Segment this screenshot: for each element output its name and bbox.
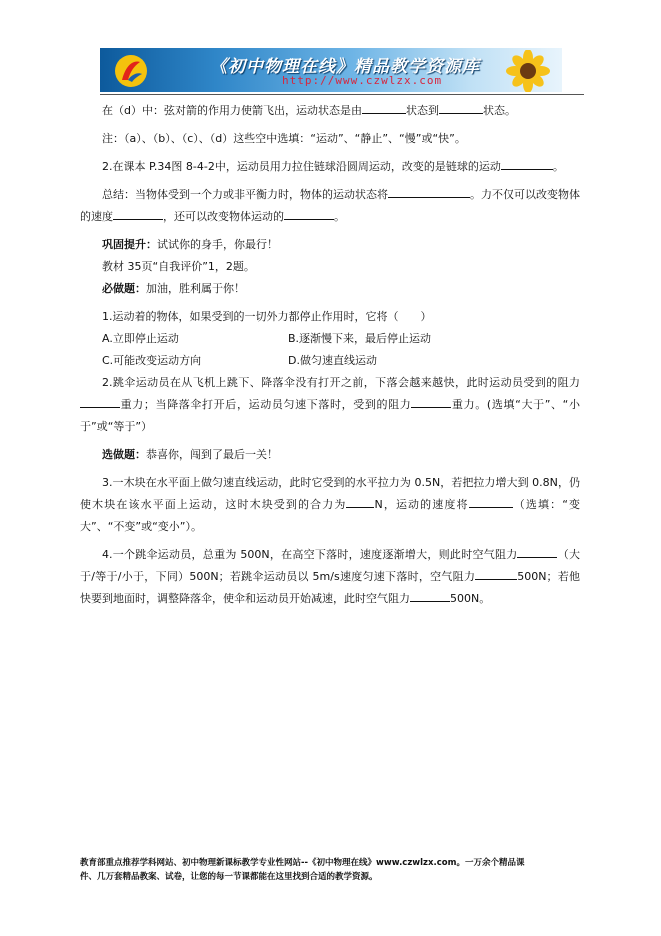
footer-line-2: 件、几万套精品教案、试卷，让您的每一节课都能在这里找到合适的教学资源。 [80,872,378,882]
text: 500N。 [450,592,491,605]
text: 。力不仅可以改变物体的速度 [80,188,580,223]
text: 500N；若他快要到地面时，调整降落伞，使伞和运动员开始减速，此时空气阻力 [80,570,580,605]
text: （大于/等于/小于，下同）500N；若跳伞运动员以 5m/s速度匀速下落时，空气阻力 [80,548,580,583]
section-label: 巩固提升： [102,238,157,251]
blank [388,185,470,198]
question-1-options-row-2 [80,350,580,372]
question-1: 1.运动着的物体，如果受到的一切外力都停止作用时，它将（ ） [102,310,432,323]
text: N，运动的速度将 [374,498,469,511]
footer-line-1: 教育部重点推荐学科网站、初中物理新课标教学专业性网站--《初中物理在线》www.czwlzx.com。一万余个精品课 [80,858,525,868]
text: 。 [334,210,345,223]
optional-heading [80,444,580,466]
header-banner [100,48,562,92]
blank [362,101,406,114]
text: 3.一木块在水平面上做匀速直线运动，此时它受到的水平拉力为 0.5N，若把拉力增大到 0.8N，仍使木块在该水平面上运动，这时木块受到的合力为 [80,476,580,511]
text: 。 [552,160,564,173]
page-footer [80,856,585,884]
textbook-reference: 教材 35页“自我评价”1，2题。 [102,260,255,273]
text: 总结：当物体受到一个力或非平衡力时，物体的运动状态将 [102,188,388,201]
text: ，还可以改变物体运动的 [163,210,284,223]
text: 重力。(选填“大于”、“小于”或“等于”） [80,398,580,433]
question-1-options-row-1 [80,328,580,350]
option-a: A.立即停止运动 [102,332,179,345]
blank [469,495,513,508]
option-b: B.逐渐慢下来，最后停止运动 [288,332,432,345]
paragraph-2 [80,156,580,178]
document-body [80,100,580,610]
option-c: C.可能改变运动方向 [102,354,202,367]
summary-paragraph [80,184,580,228]
text: 加油，胜利属于你！ [146,282,245,295]
blank [346,495,374,508]
blank [475,567,517,580]
text: 试试你的身手，你最行！ [157,238,278,251]
section-label: 必做题： [102,282,146,295]
text: 2.跳伞运动员在从飞机上跳下、降落伞没有打开之前，下落会越来越快，此时运动员受到的阻力 [102,376,580,389]
question-3 [80,472,580,538]
blank [410,589,450,602]
required-heading [80,278,580,300]
text: 在（d）中：弦对箭的作用力使箭飞出，运动状态是由 [102,104,362,117]
site-url[interactable]: http://www.czwlzx.com [282,74,443,87]
text: 状态。 [482,104,516,117]
option-d: D.做匀速直线运动 [288,354,377,367]
blank [80,395,120,408]
text: 状态到 [405,104,439,117]
section-label: 选做题： [102,448,146,461]
blank [113,207,163,220]
text: 恭喜你，闯到了最后一关！ [146,448,278,461]
blank [284,207,334,220]
text: 4.一个跳伞运动员，总重为 500N，在高空下落时，速度逐渐增大，则此时空气阻力 [102,548,518,561]
blank [517,545,557,558]
question-2 [80,372,580,438]
site-title: 《初中物理在线》精品教学资源库 [210,57,480,77]
blank [439,101,483,114]
sunflower-icon [498,50,558,92]
text: 重力；当降落伞打开后，运动员匀速下落时，受到的阻力 [120,398,412,411]
text: （选填：“变大”、“不变”或“变小”）。 [80,498,581,533]
blank [501,157,553,170]
consolidate-heading [80,234,580,256]
text: 2.在课本 P.34图 8-4-2中，运动员用力拉住链球沿圆周运动，改变的是链球的运动 [102,160,501,173]
site-logo-icon [114,54,148,88]
question-4 [80,544,580,610]
header-divider [100,94,584,95]
blank [411,395,451,408]
note-paragraph: 注：（a）、（b）、（c）、（d）这些空中选填：“运动”、“静止”、“慢”或“快”。 [102,132,466,145]
paragraph-d [80,100,580,122]
